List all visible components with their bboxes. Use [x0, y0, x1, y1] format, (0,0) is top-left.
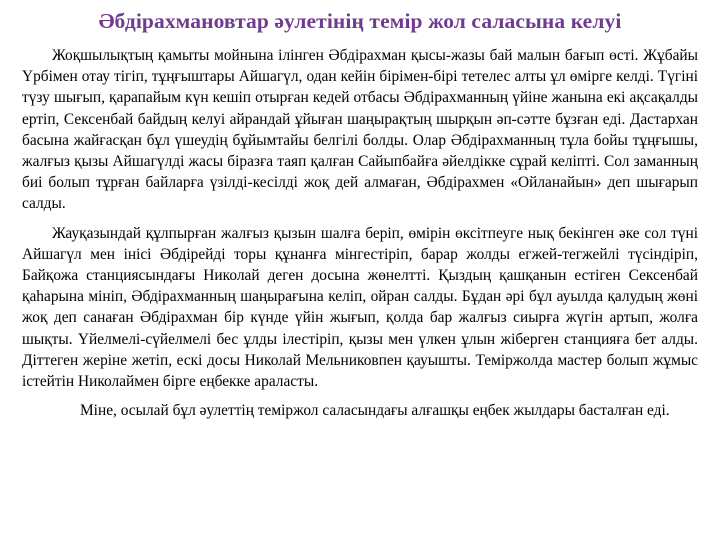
- paragraph-2: Жауқазындай құлпырған жалғыз қызын шалға беріп, өмірін өксітпеуге нық бекінген әке сол түні Айшагүл мен інісі Әбдірейді торы құнанға мінгестіріп, барар жолды егжей-тегжейлі түсіндіріп, Байқожа станциясындағы Николай деген досына жөнелтті. Қыздың қашқанын естіген Сексенбай қаһарына мініп, Әбдірахманның шаңырағына келіп, ойран салды. Бұдан әрі бұл ауылда қалудың жөні жоқ деп санаған Әбдірахман бір күнде үйін жығып, қолда бар жалғыз сиырға жүгін артып, жолға шықты. Үйелмелі-сүйелмелі бес ұлды ілестіріп, қызы мен үлкен ұлын жіберген станцияға бет алды. Діттеген жеріне жетіп, ескі досы Николай Мельниковпен қауышты. Теміржолда мастер болып жұмыс істейтін Николаймен бірге еңбекке араласты.: [22, 224, 698, 391]
- paragraph-1: Жоқшылықтың қамыты мойнына ілінген Әбдірахман қысы-жазы бай малын бағып өсті. Жұбайы Үрбімен отау тігіп, тұңғыштары Айшагүл, одан кейін бірімен-бірі тетелес алты ұл өмірге келді. Түгіні түзу шығып, қарапайым күн кешіп отырған кедей отбасы Әбдірахманның үйіне жанына екі ақсақалды ертіп, Сексенбай байдың келуі айрандай ұйыған шаңырақтың шырқын әп-сәтте бұзған еді. Дастархан басына жайғасқан бұл үшеудің бұйымтайы белгілі болды. Олар Әбдірахманның тұла бойы тұңғышы, жалғыз қызы Айшагүлді жасы біразға таяп қалған Сайыпбайға әйелдікке сұрай келіпті. Сол заманның биі болып тұрған байларға үзілді-кесілді жоқ дей алмаған, Әбдірахмен «Ойланайын» деп шығарып салды.: [22, 47, 698, 213]
- paragraph-3: Міне, осылай бұл әулеттің теміржол саласындағы алғашқы еңбек жылдары басталған еді.: [80, 402, 670, 420]
- page-title: Әбдірахмановтар әулетінің темір жол саласына келуі: [98, 9, 622, 33]
